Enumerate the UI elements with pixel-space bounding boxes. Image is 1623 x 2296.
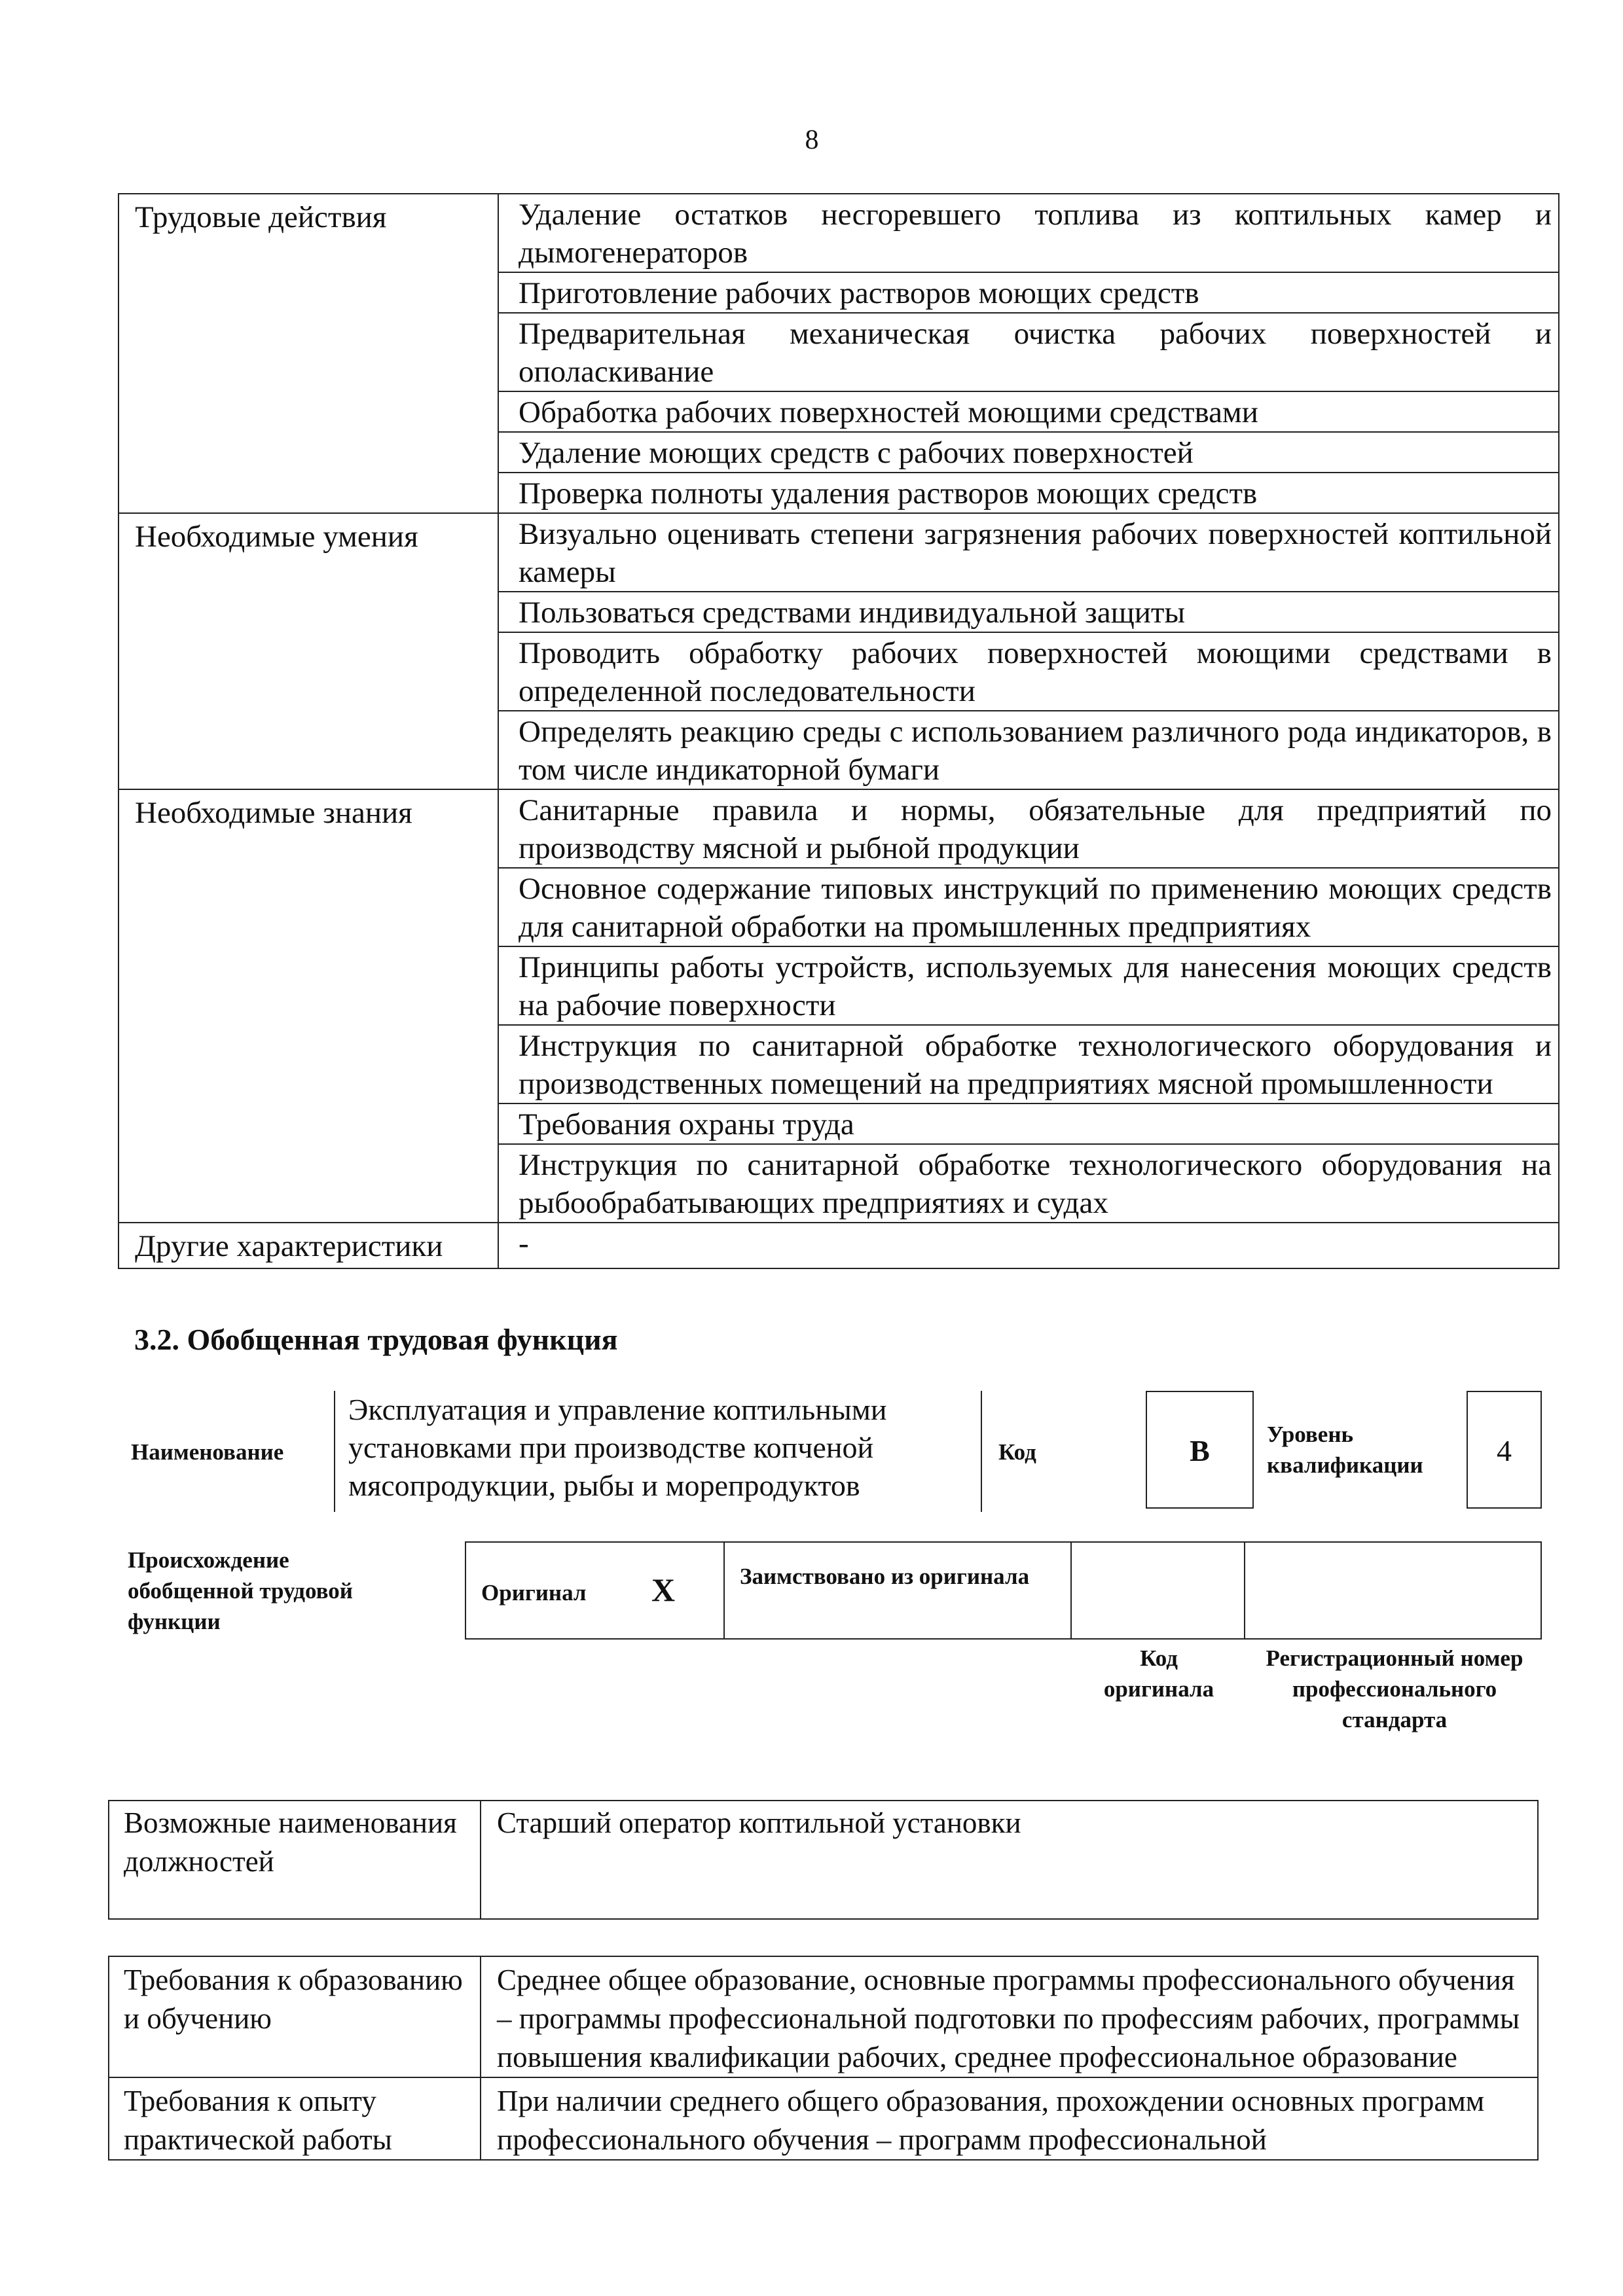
code-original-caption: Код оригинала bbox=[1103, 1645, 1214, 1702]
origin-divider bbox=[1070, 1541, 1072, 1640]
original-mark: X bbox=[651, 1571, 676, 1608]
list-item: - bbox=[498, 1223, 1559, 1268]
list-item: Инструкция по санитарной обработке технологического оборудования и производственных помещений на предприятиях мясной промышленности bbox=[498, 1025, 1559, 1103]
table-row bbox=[119, 789, 1559, 868]
section-title: 3.2. Обобщенная трудовая функция bbox=[134, 1323, 618, 1356]
level-label: Уровень квалификации bbox=[1267, 1422, 1423, 1478]
list-item: Предварительная механическая очистка рабочих поверхностей и ополаскивание bbox=[498, 313, 1559, 391]
name-value: Эксплуатация и управление коптильными установками при производстве копченой мясопродукции, рыбы и морепродуктов bbox=[348, 1393, 887, 1502]
code-box bbox=[1146, 1391, 1254, 1509]
table-row bbox=[119, 513, 1559, 592]
row-label-skills: Необходимые умения bbox=[119, 513, 498, 789]
table-row bbox=[119, 1223, 1559, 1268]
list-item: Принципы работы устройств, используемых для нанесения моющих средств на рабочие поверхности bbox=[498, 946, 1559, 1025]
origin-divider bbox=[723, 1541, 725, 1640]
table-row bbox=[109, 1801, 1538, 1919]
requirements-table bbox=[108, 1956, 1539, 2161]
req-value: При наличии среднего общего образования, прохождении основных программ профессионального обучения – программ профессиональной bbox=[481, 2077, 1538, 2160]
origin-divider bbox=[1244, 1541, 1245, 1640]
level-box bbox=[1467, 1391, 1542, 1509]
borrowed-label: Заимствовано из оригинала bbox=[740, 1564, 1030, 1589]
positions-label: Возможные наименования должностей bbox=[109, 1801, 481, 1919]
list-item: Пользоваться средствами индивидуальной защиты bbox=[498, 592, 1559, 632]
req-label: Требования к опыту практической работы bbox=[109, 2077, 481, 2160]
list-item: Определять реакцию среды с использованием различного рода индикаторов, в том числе индикаторной бумаги bbox=[498, 711, 1559, 789]
origin-label: Происхождение обобщенной трудовой функции bbox=[128, 1547, 353, 1634]
competency-table bbox=[118, 193, 1559, 1269]
row-label-knowledge: Необходимые знания bbox=[119, 789, 498, 1223]
original-label: Оригинал bbox=[481, 1580, 587, 1605]
table-row bbox=[109, 2077, 1538, 2160]
page-number: 8 bbox=[805, 125, 819, 155]
list-item: Требования охраны труда bbox=[498, 1103, 1559, 1144]
list-item: Инструкция по санитарной обработке технологического оборудования на рыбообрабатывающих предприятиях и судах bbox=[498, 1144, 1559, 1223]
list-item: Приготовление рабочих растворов моющих средств bbox=[498, 272, 1559, 313]
name-value-box bbox=[334, 1391, 982, 1512]
reg-number-caption: Регистрационный номер профессионального стандарта bbox=[1266, 1645, 1523, 1732]
name-label: Наименование bbox=[131, 1439, 284, 1465]
list-item: Визуально оценивать степени загрязнения рабочих поверхностей коптильной камеры bbox=[498, 513, 1559, 592]
level-value: 4 bbox=[1497, 1434, 1512, 1467]
req-label: Требования к образованию и обучению bbox=[109, 1956, 481, 2077]
list-item: Удаление моющих средств с рабочих поверхностей bbox=[498, 432, 1559, 473]
req-value: Среднее общее образование, основные программы профессионального обучения – программы профессиональной подготовки по профессиям рабочих, программы повышения квалификации рабочих, среднее профессиональное образование bbox=[481, 1956, 1538, 2077]
positions-table bbox=[108, 1800, 1539, 1920]
code-label: Код bbox=[998, 1439, 1036, 1465]
table-row bbox=[119, 194, 1559, 272]
code-value: B bbox=[1190, 1434, 1210, 1467]
list-item: Проводить обработку рабочих поверхностей моющими средствами в определенной последовательности bbox=[498, 632, 1559, 711]
row-label-other: Другие характеристики bbox=[119, 1223, 498, 1268]
list-item: Основное содержание типовых инструкций по применению моющих средств для санитарной обработки на промышленных предприятиях bbox=[498, 868, 1559, 946]
list-item: Удаление остатков несгоревшего топлива из коптильных камер и дымогенераторов bbox=[498, 194, 1559, 272]
positions-value: Старший оператор коптильной установки bbox=[481, 1801, 1538, 1919]
table-row bbox=[109, 1956, 1538, 2077]
list-item: Санитарные правила и нормы, обязательные для предприятий по производству мясной и рыбной продукции bbox=[498, 789, 1559, 868]
row-label-labor-actions: Трудовые действия bbox=[119, 194, 498, 513]
list-item: Проверка полноты удаления растворов моющих средств bbox=[498, 473, 1559, 513]
list-item: Обработка рабочих поверхностей моющими средствами bbox=[498, 391, 1559, 432]
